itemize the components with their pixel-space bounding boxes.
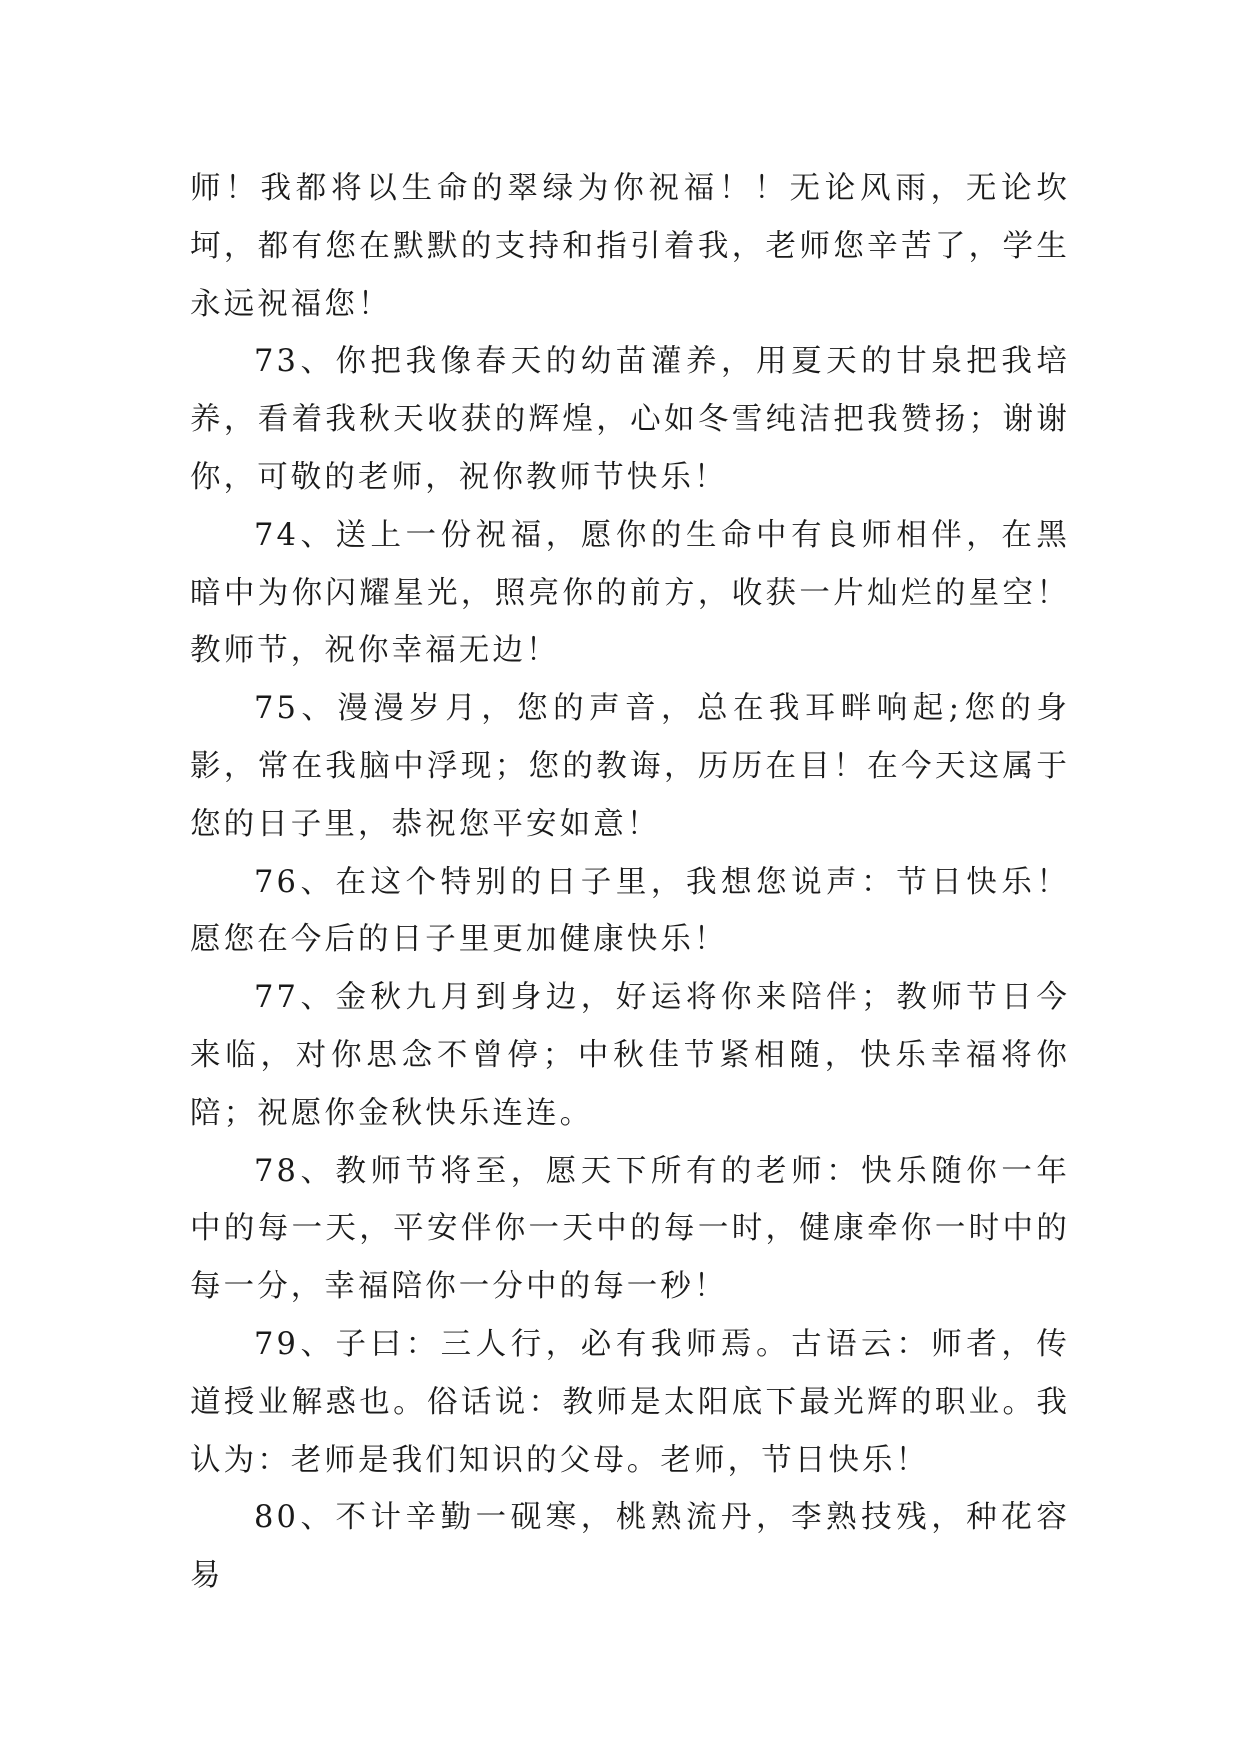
paragraph-continuation: 师！我都将以生命的翠绿为你祝福！！无论风雨，无论坎坷，都有您在默默的支持和指引着我，老师您辛苦了，学生永远祝福您！ — [190, 171, 1070, 322]
document-page — [190, 160, 1070, 1605]
paragraph-74: 74、送上一份祝福，愿你的生命中有良师相伴，在黑暗中为你闪耀星光，照亮你的前方，收获一片灿烂的星空！教师节，祝你幸福无边！ — [190, 517, 1070, 669]
paragraph-76: 76、在这个特别的日子里，我想您说声：节日快乐！愿您在今后的日子里更加健康快乐！ — [190, 864, 1070, 958]
paragraph-78: 78、教师节将至，愿天下所有的老师：快乐随你一年中的每一天，平安伴你一天中的每一时，健康牵你一时中的每一分，幸福陪你一分中的每一秒！ — [190, 1153, 1070, 1305]
paragraph-77: 77、金秋九月到身边，好运将你来陪伴；教师节日今来临，对你思念不曾停；中秋佳节紧相随，快乐幸福将你陪；祝愿你金秋快乐连连。 — [190, 980, 1070, 1131]
paragraph-73: 73、你把我像春天的幼苗灌养，用夏天的甘泉把我培养，看着我秋天收获的辉煌，心如冬雪纯洁把我赞扬；谢谢你，可敬的老师，祝你教师节快乐！ — [190, 344, 1070, 495]
paragraph-79: 79、子曰：三人行，必有我师焉。古语云：师者，传道授业解惑也。俗话说：教师是太阳底下最光辉的职业。我认为：老师是我们知识的父母。老师，节日快乐！ — [190, 1326, 1070, 1478]
paragraph-75: 75、漫漫岁月，您的声音，总在我耳畔响起;您的身影，常在我脑中浮现；您的教诲，历历在目！在今天这属于您的日子里，恭祝您平安如意！ — [190, 691, 1070, 842]
paragraph-80: 80、不计辛勤一砚寒，桃熟流丹，李熟技残，种花容易 — [190, 1500, 1070, 1594]
